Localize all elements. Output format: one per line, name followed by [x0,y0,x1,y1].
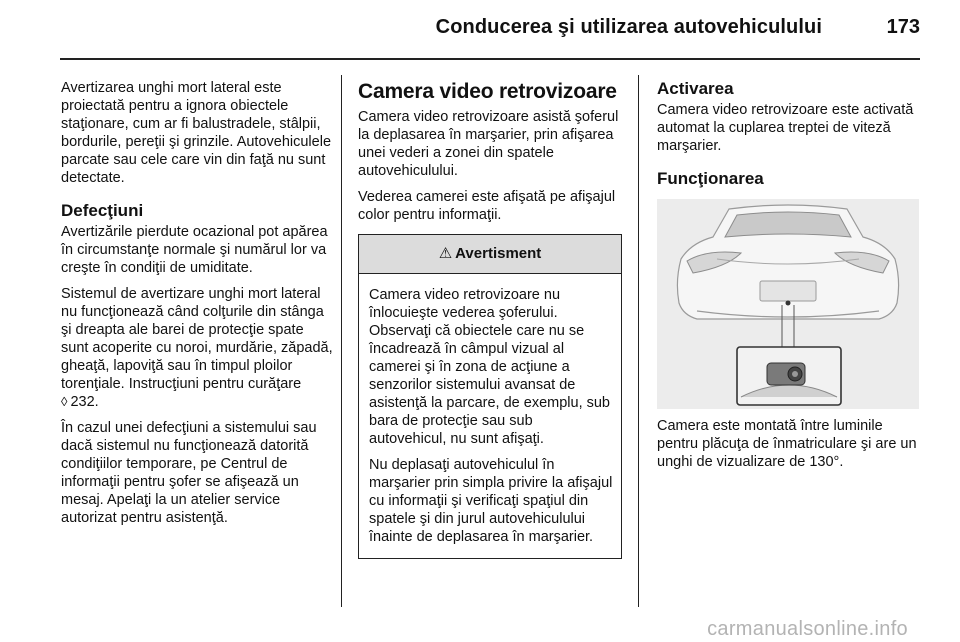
chapter-title: Conducerea şi utilizarea autovehiculului [435,16,822,38]
warning-paragraph-1: Camera video retrovizoare nu înlocuieşte vederea şoferului. Observaţi că obiectele care nu se încadrează în câmpul vizual al camerei şi în zona de acţiune a senzorilor sistemului avansat de asistenţă la parcare, de exemplu, sub bara de protecţie sau sub autovehicul, nu sunt afişaţi. [369,287,610,447]
section-heading-defects: Defecţiuni [61,201,144,220]
defects-paragraph-2 [61,285,333,411]
section-heading-activation: Activarea [657,79,734,98]
defects-paragraph-3: În cazul unei defecţiuni a sistemului sau dacă sistemul nu funcţionează datorită condiţiilor temporare, pe Centrul de informaţii pentru şofer se afişează un mesaj. Apelaţi la un atelier service autorizat pentru asistenţă. [61,420,317,526]
rear-camera-paragraph-2: Vederea camerei este afişată pe afişajul color pentru informaţii. [358,189,616,223]
header-divider [60,58,920,60]
section-heading-operation: Funcţionarea [657,169,764,188]
column-3 [657,79,921,479]
warning-body [359,274,621,558]
rear-camera-paragraph-1: Camera video retrovizoare asistă şoferul la deplasarea în marşarier, prin afişarea unei vederi a zonei din spatele autovehiculului. [358,109,619,179]
defects-paragraph-1: Avertizările pierdute ocazional pot apărea în circumstanţe normale şi numărul lor va creşte în condiţii de umiditate. [61,224,328,276]
activation-paragraph: Camera video retrovizoare este activată automat la cuplarea treptei de viteză marşarier. [657,102,914,154]
page-header [0,0,960,58]
defects-paragraph-2-text: Sistemul de avertizare unghi mort lateral nu funcţionează când colţurile din stânga şi dreapta ale barei de protecţie spate sunt acoperite cu noroi, murdărie, zăpadă, gheaţă, lapoviţă sau în timpul ploilor torenţiale. Instrucţiuni pentru curăţare [61,286,333,392]
rear-camera-illustration [657,199,919,409]
warning-title: Avertisment [455,245,542,262]
column-divider-2 [638,75,639,607]
intro-paragraph: Avertizarea unghi mort lateral este proiectată pentru a ignora obiectele staţionare, cum ar fi balustradele, stâlpii, bordurile, pereţii şi grinzile. Autovehiculele parcate sau cele care vin din faţă nu sunt detectate. [61,80,332,186]
watermark: carmanualsonline.info [707,618,908,640]
operation-paragraph: Camera este montată între luminile pentru plăcuţa de înmatriculare şi are un unghi de vizualizare de 130°. [657,418,917,470]
column-2 [358,79,622,559]
warning-box [358,234,622,559]
column-1 [61,79,333,535]
page-number: 173 [886,16,920,38]
warning-header [359,235,621,274]
warning-triangle-icon: ⚠ [438,245,453,262]
column-divider-1 [341,75,342,607]
section-heading-rear-camera: Camera video retrovizoare [358,80,617,103]
warning-paragraph-2: Nu deplasaţi autovehiculul în marşarier prin simpla privire la afişajul cu informaţii şi verificaţi spaţiul din spatele şi din jurul autovehiculului înainte de deplasarea în marşarier. [369,457,613,545]
page-reference-icon: ◊ [61,394,68,409]
page-reference[interactable]: 232. [70,394,99,410]
